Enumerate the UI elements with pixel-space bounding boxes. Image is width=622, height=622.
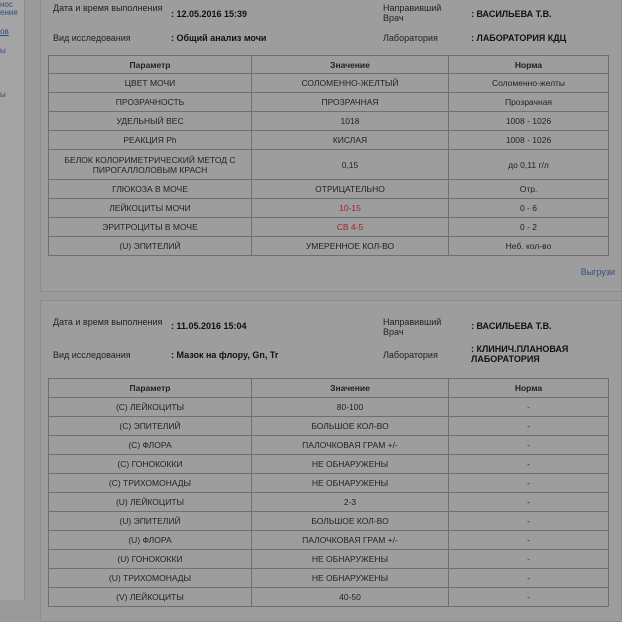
doctor-label: Направивший Врач: [383, 317, 442, 337]
cell-norm: Отр.: [449, 180, 609, 199]
cell-norm: Неб. кол-во: [449, 237, 609, 256]
cell-norm: -: [449, 550, 609, 569]
results-table-smear: [48, 378, 609, 607]
cell-param: УДЕЛЬНЫЙ ВЕС: [49, 112, 252, 131]
table-row: [49, 550, 609, 569]
cell-param: ЭРИТРОЦИТЫ В МОЧЕ: [49, 218, 252, 237]
cell-param: (U) ЭПИТЕЛИЙ: [49, 237, 252, 256]
cell-param: (U) ГОНОКОККИ: [49, 550, 252, 569]
cell-norm: 1008 - 1026: [449, 112, 609, 131]
cell-param: ЛЕЙКОЦИТЫ МОЧИ: [49, 199, 252, 218]
cell-value: ПРОЗРАЧНАЯ: [252, 93, 449, 112]
cell-value: УМЕРЕННОЕ КОЛ-ВО: [252, 237, 449, 256]
table-row: [49, 417, 609, 436]
cell-norm: -: [449, 588, 609, 607]
type-value: : Общий анализ мочи: [171, 33, 267, 43]
doctor-label: Направивший Врач: [383, 3, 442, 23]
cell-norm: Прозрачная: [449, 93, 609, 112]
column-header-norm: Норма: [449, 379, 609, 398]
cell-norm: до 0,11 г/л: [449, 150, 609, 180]
lab-label: Лаборатория: [383, 350, 438, 360]
cell-norm: -: [449, 417, 609, 436]
report-card-urine: [40, 0, 622, 292]
cell-param: (U) ЛЕЙКОЦИТЫ: [49, 493, 252, 512]
cell-value: 0,15: [252, 150, 449, 180]
table-row: [49, 150, 609, 180]
type-label: Вид исследования: [53, 33, 131, 43]
download-link[interactable]: Выгрузи: [580, 267, 615, 277]
cell-value: НЕ ОБНАРУЖЕНЫ: [252, 569, 449, 588]
lab-value: : ЛАБОРАТОРИЯ КДЦ: [471, 33, 567, 43]
cell-param: БЕЛОК КОЛОРИМЕТРИЧЕСКИЙ МЕТОД С ПИРОГАЛЛОЛОВЫМ КРАСН: [49, 150, 252, 180]
cell-norm: 0 - 6: [449, 199, 609, 218]
sidebar-link-2[interactable]: ение: [0, 8, 18, 17]
table-row: [49, 74, 609, 93]
sidebar-link-4[interactable]: ы: [0, 46, 6, 55]
table-row: [49, 199, 609, 218]
table-row: [49, 512, 609, 531]
cell-param: (С) ГОНОКОККИ: [49, 455, 252, 474]
column-header-value: Значение: [252, 56, 449, 74]
sidebar-link-1[interactable]: нос: [0, 0, 13, 9]
cell-value: ПАЛОЧКОВАЯ ГРАМ +/-: [252, 436, 449, 455]
cell-value: НЕ ОБНАРУЖЕНЫ: [252, 550, 449, 569]
cell-norm: -: [449, 474, 609, 493]
cell-value: БОЛЬШОЕ КОЛ-ВО: [252, 417, 449, 436]
type-label: Вид исследования: [53, 350, 131, 360]
cell-value: КИСЛАЯ: [252, 131, 449, 150]
cell-param: РЕАКЦИЯ Ph: [49, 131, 252, 150]
table-row: [49, 112, 609, 131]
doctor-value: : ВАСИЛЬЕВА Т.В.: [471, 9, 552, 19]
cell-value: НЕ ОБНАРУЖЕНЫ: [252, 474, 449, 493]
sidebar: [0, 0, 25, 600]
cell-norm: -: [449, 512, 609, 531]
cell-param: (С) ЭПИТЕЛИЙ: [49, 417, 252, 436]
sidebar-link-5[interactable]: ы: [0, 90, 6, 99]
table-row: [49, 569, 609, 588]
column-header-value: Значение: [252, 379, 449, 398]
cell-value: 40-50: [252, 588, 449, 607]
cell-param: (U) ЭПИТЕЛИЙ: [49, 512, 252, 531]
cell-param: (С) ФЛОРА: [49, 436, 252, 455]
results-table-body: [49, 398, 609, 607]
cell-param: (V) ЛЕЙКОЦИТЫ: [49, 588, 252, 607]
table-row: [49, 531, 609, 550]
cell-value: 2-3: [252, 493, 449, 512]
lab-value: : КЛИНИЧ.ПЛАНОВАЯ ЛАБОРАТОРИЯ: [471, 344, 569, 364]
table-row: [49, 93, 609, 112]
cell-param: (С) ТРИХОМОНАДЫ: [49, 474, 252, 493]
doctor-value: : ВАСИЛЬЕВА Т.В.: [471, 321, 552, 331]
cell-param: ЦВЕТ МОЧИ: [49, 74, 252, 93]
table-row: [49, 218, 609, 237]
cell-norm: -: [449, 398, 609, 417]
column-header-norm: Норма: [449, 56, 609, 74]
cell-norm: -: [449, 455, 609, 474]
cell-norm: -: [449, 531, 609, 550]
table-row: [49, 474, 609, 493]
table-row: [49, 436, 609, 455]
cell-value: ОТРИЦАТЕЛЬНО: [252, 180, 449, 199]
date-label: Дата и время выполнения: [53, 3, 163, 13]
cell-norm: Соломенно-желты: [449, 74, 609, 93]
table-row: [49, 131, 609, 150]
cell-param: (С) ЛЕЙКОЦИТЫ: [49, 398, 252, 417]
table-row: [49, 588, 609, 607]
lab-label: Лаборатория: [383, 33, 438, 43]
cell-value: НЕ ОБНАРУЖЕНЫ: [252, 455, 449, 474]
date-value: : 12.05.2016 15:39: [171, 9, 248, 19]
cell-value: БОЛЬШОЕ КОЛ-ВО: [252, 512, 449, 531]
date-label: Дата и время выполнения: [53, 317, 163, 327]
cell-param: (U) ТРИХОМОНАДЫ: [49, 569, 252, 588]
cell-value: 10-15: [252, 199, 449, 218]
results-table-urine: [48, 55, 609, 256]
cell-norm: -: [449, 493, 609, 512]
cell-norm: 1008 - 1026: [449, 131, 609, 150]
cell-param: ГЛЮКОЗА В МОЧЕ: [49, 180, 252, 199]
report-card-smear: [40, 300, 622, 622]
table-row: [49, 398, 609, 417]
results-table-body: [49, 74, 609, 256]
cell-value: 1018: [252, 112, 449, 131]
cell-value: СВ 4-5: [252, 218, 449, 237]
table-row: [49, 180, 609, 199]
table-row: [49, 455, 609, 474]
cell-norm: -: [449, 569, 609, 588]
table-row: [49, 237, 609, 256]
cell-value: 80-100: [252, 398, 449, 417]
cell-norm: -: [449, 436, 609, 455]
cell-param: (U) ФЛОРА: [49, 531, 252, 550]
cell-value: ПАЛОЧКОВАЯ ГРАМ +/-: [252, 531, 449, 550]
date-value: : 11.05.2016 15:04: [171, 321, 247, 331]
cell-norm: 0 - 2: [449, 218, 609, 237]
column-header-param: Параметр: [49, 379, 252, 398]
type-value: : Мазок на флору, Gn, Tr: [171, 350, 279, 360]
table-row: [49, 493, 609, 512]
sidebar-link-3[interactable]: ов: [0, 27, 9, 36]
cell-param: ПРОЗРАЧНОСТЬ: [49, 93, 252, 112]
cell-value: СОЛОМЕННО-ЖЕЛТЫЙ: [252, 74, 449, 93]
column-header-param: Параметр: [49, 56, 252, 74]
